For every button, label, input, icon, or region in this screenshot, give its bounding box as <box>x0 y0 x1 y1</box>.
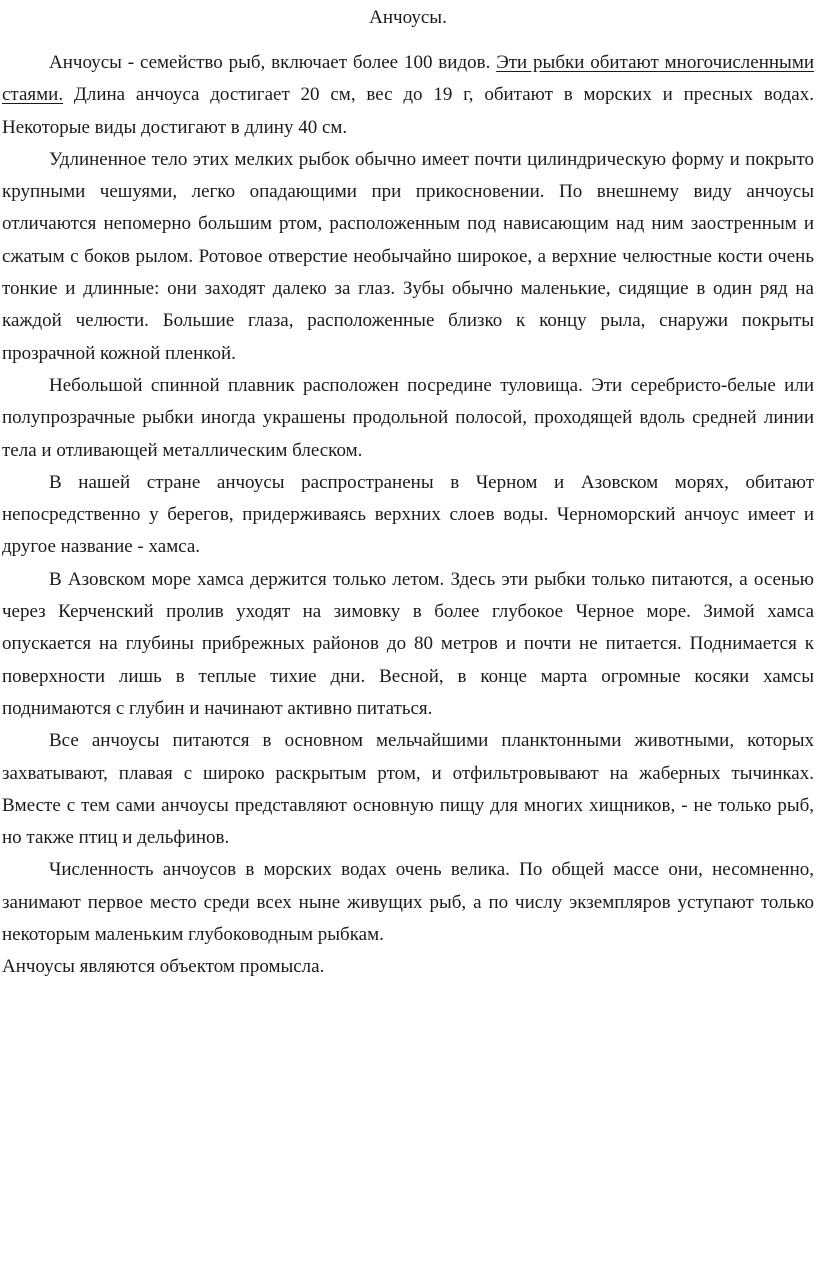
paragraph-1-rest: Длина анчоуса достигает 20 см, вес до 19 г, обитают в морских и пресных водах. Некоторые виды достигают в длину 40 см. <box>2 84 814 138</box>
paragraph-7: Численность анчоусов в морских водах очень велика. По общей массе они, несомненно, занимают первое место среди всех ныне живущих рыб, а по числу экземпляров уступают только некоторым маленьким глубоководным рыбкам. <box>2 859 814 946</box>
paragraph-3: Небольшой спинной плавник расположен посредине туловища. Эти серебристо-белые или полупрозрачные рыбки иногда украшены продольной полосой, проходящей вдоль средней линии тела и отливающей металлическим блеском. <box>2 374 814 461</box>
document-title: Анчоусы. <box>369 7 447 28</box>
paragraph-5: В Азовском море хамса держится только летом. Здесь эти рыбки только питаются, а осенью через Керченский пролив уходят на зимовку в более глубокое Черное море. Зимой хамса опускается на глубины прибрежных районов до 80 метров и почти не питается. Поднимается к поверхности лишь в теплые тихие дни. Весной, в конце марта огромные косяки хамсы поднимаются с глубин и начинают активно питаться. <box>2 568 814 719</box>
paragraph-6: Все анчоусы питаются в основном мельчайшими планктонными животными, которых захватывают, плавая с широко раскрытым ртом, и отфильтровывают на жаберных тычинках. Вместе с тем сами анчоусы представляют основную пищу для многих хищников, - не только рыб, но также птиц и дельфинов. <box>2 730 814 849</box>
paragraph-2: Удлиненное тело этих мелких рыбок обычно имеет почти цилиндрическую форму и покрыто крупными чешуями, легко опадающими при прикосновении. По внешнему виду анчоусы отличаются непомерно большим ртом, расположенным под нависающим над ним заостренным и сжатым с боков рылом. Ротовое отверстие необычайно широкое, а верхние челюстные кости очень тонкие и длинные: они заходят далеко за глаз. Зубы обычно маленькие, сидящие в один ряд на каждой челюсти. Большие глаза, расположенные близко к концу рыла, снаружи покрыты прозрачной кожной пленкой. <box>2 148 814 364</box>
paragraph-4: В нашей стране анчоусы распространены в Черном и Азовском морях, обитают непосредственно у берегов, придерживаясь верхних слоев воды. Черноморский анчоус имеет и другое название - хамса. <box>2 471 814 558</box>
paragraph-1-intro: Анчоусы - семейство рыб, включает более 100 видов. <box>49 52 497 73</box>
paragraph-1-underlined: Эти рыбки обитают многочисленными стаями. <box>2 52 815 106</box>
paragraph-1 <box>2 47 814 144</box>
paragraph-8: Анчоусы являются объектом промысла. <box>2 956 325 978</box>
